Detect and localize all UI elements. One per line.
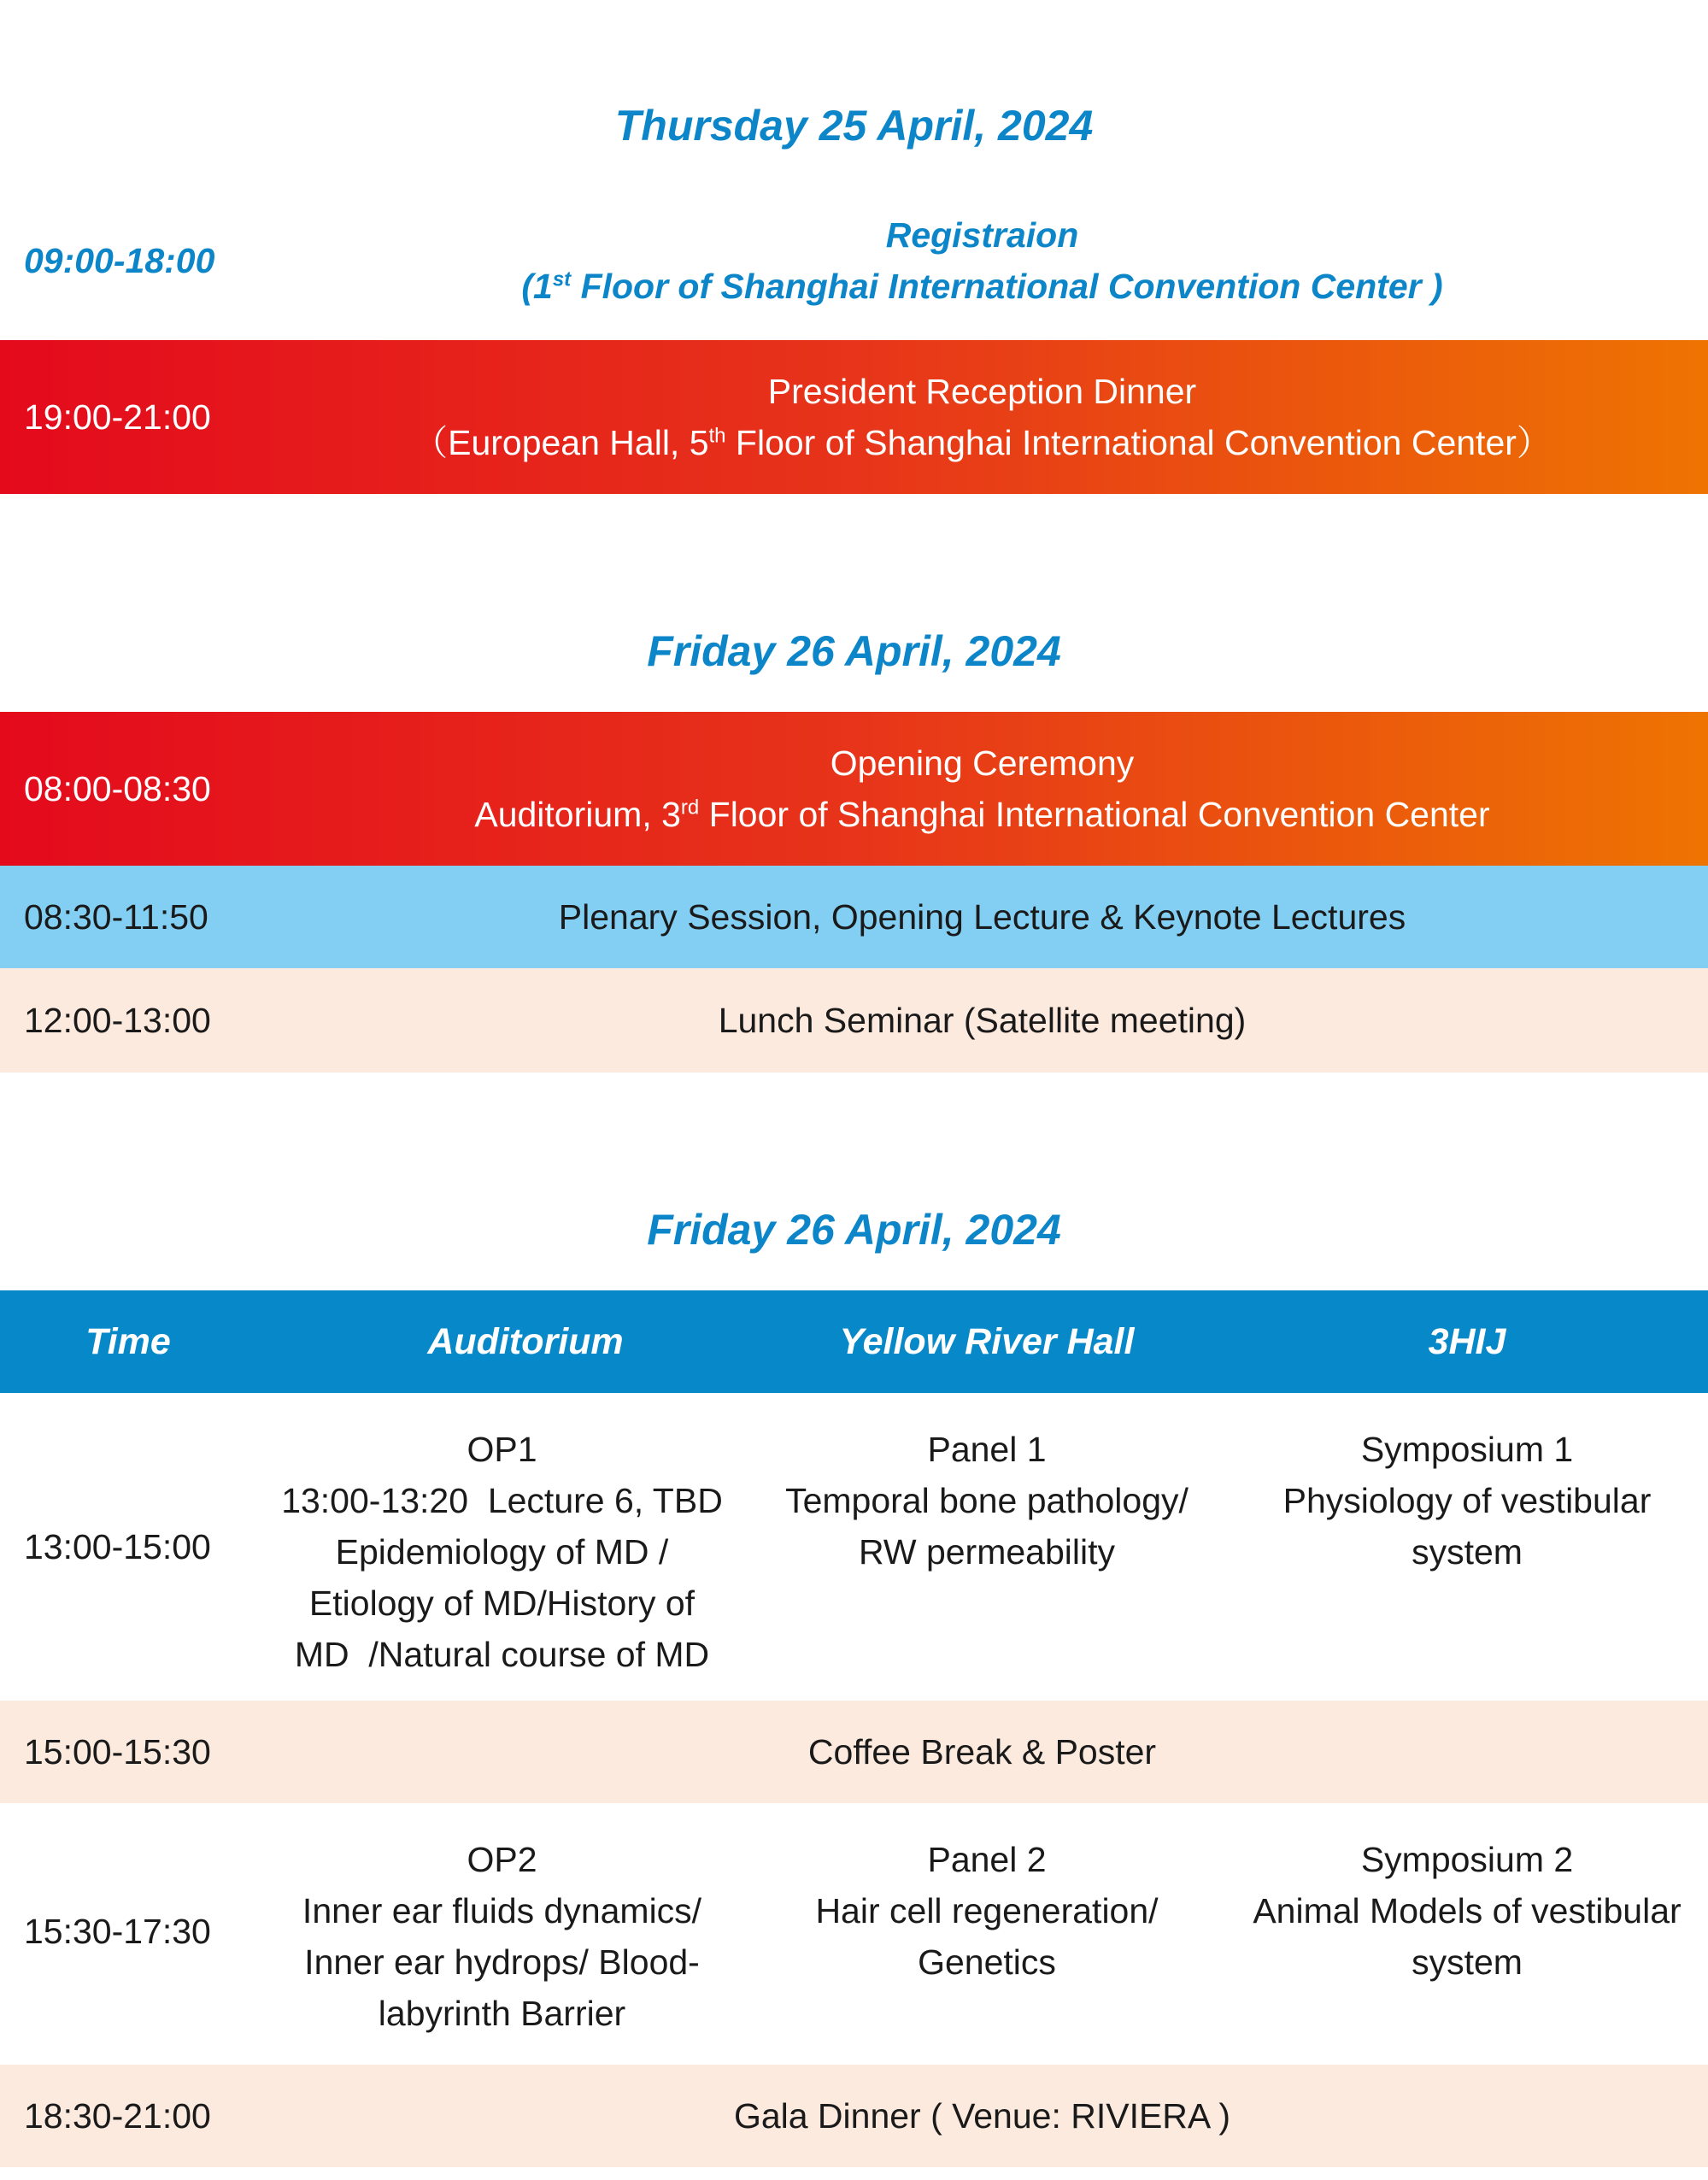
reception-dinner-time: 19:00-21:00 [24,397,211,437]
session2-time: 15:30-17:30 [24,1911,211,1951]
coffee-break-row [0,1701,1708,1803]
session1-auditorium [256,1393,748,1731]
session1-3hij-line: Symposium 1 [1360,1430,1574,1469]
session2-auditorium-line: Inner ear fluids dynamics/ [302,1891,702,1930]
gala-dinner-title: Gala Dinner ( Venue: RIVIERA ) [733,2095,1231,2136]
session1-yellow-river-line: Temporal bone pathology/ [785,1481,1189,1520]
session1-auditorium-line: Etiology of MD/History of [308,1584,696,1623]
opening-ceremony-venue-sup: rd [680,796,700,820]
day1-heading: Thursday 25 April, 2024 [614,102,1094,150]
session1-3hij [1226,1393,1708,1731]
session2-auditorium-line: OP2 [467,1840,537,1879]
session2-yellow-river-line: Hair cell regeneration/ [815,1891,1159,1930]
session2-row [0,1803,1708,2060]
registration-venue-sup: st [552,267,572,291]
session1-auditorium-line: Epidemiology of MD / [335,1532,669,1572]
plenary-time: 08:30-11:50 [24,896,208,937]
lunch-time: 12:00-13:00 [24,1000,211,1040]
opening-ceremony-details [256,712,1708,866]
opening-ceremony-venue [474,789,1489,840]
registration-venue [521,261,1442,312]
session1-auditorium-line: 13:00-13:20 Lecture 6, TBD [281,1481,723,1520]
coffee-break-time: 15:00-15:30 [24,1731,211,1772]
coffee-break-title: Coffee Break & Poster [807,1731,1157,1772]
registration-row [0,209,1708,312]
registration-time: 09:00-18:00 [24,240,215,280]
reception-dinner-venue-pre: （European Hall, 5 [413,423,709,462]
reception-dinner-venue-sup: th [708,424,726,448]
day2b-heading: Friday 26 April, 2024 [647,1206,1061,1254]
session2-3hij-line: system [1412,1942,1523,1982]
lunch-row [0,968,1708,1072]
reception-dinner-title: President Reception Dinner [767,372,1197,411]
plenary-title: Plenary Session, Opening Lecture & Keynote Lectures [558,897,1406,937]
day2a-heading: Friday 26 April, 2024 [647,627,1061,675]
session2-3hij-line: Symposium 2 [1360,1840,1574,1879]
session1-auditorium-line: OP1 [467,1430,537,1469]
header-auditorium: Auditorium [427,1320,624,1362]
opening-ceremony-venue-post: Floor of Shanghai International Convention Center [699,795,1490,834]
reception-dinner-row [0,340,1708,494]
registration-venue-post: Floor of Shanghai International Convention Center ) [571,267,1443,306]
session1-3hij-line: Physiology of vestibular [1282,1481,1652,1520]
registration-title: Registraion [885,215,1079,255]
plenary-row [0,866,1708,968]
schedule-table-header [0,1290,1708,1393]
session1-yellow-river-hall [748,1393,1226,1731]
session2-yellow-river-hall [748,1803,1226,2090]
session2-3hij-line: Animal Models of vestibular [1253,1891,1682,1930]
opening-ceremony-title: Opening Ceremony [830,743,1135,783]
opening-ceremony-time: 08:00-08:30 [24,768,211,808]
registration-venue-pre: (1 [521,267,553,306]
session1-row [0,1393,1708,1701]
header-yellow-river-hall: Yellow River Hall [839,1320,1135,1362]
session1-time: 13:00-15:00 [24,1526,211,1566]
session2-yellow-river-line: Genetics [918,1942,1056,1982]
session1-auditorium-line: MD /Natural course of MD [294,1635,710,1674]
session1-3hij-line: system [1412,1532,1523,1572]
lunch-title: Lunch Seminar (Satellite meeting) [718,1001,1247,1040]
reception-dinner-venue [413,417,1552,468]
registration-details [256,209,1708,312]
opening-ceremony-venue-pre: Auditorium, 3 [474,795,681,834]
session2-3hij [1226,1803,1708,2090]
reception-dinner-details [256,340,1708,494]
session2-yellow-river-line: Panel 2 [927,1840,1047,1879]
reception-dinner-venue-post: Floor of Shanghai International Convention Center） [725,423,1552,462]
session2-auditorium-line: labyrinth Barrier [378,1994,626,2033]
session1-yellow-river-line: Panel 1 [927,1430,1047,1469]
session2-auditorium [256,1803,748,2090]
opening-ceremony-row [0,712,1708,866]
session2-auditorium-line: Inner ear hydrops/ Blood- [304,1942,700,1982]
header-time: Time [85,1320,171,1362]
header-3hij: 3HIJ [1428,1320,1506,1362]
gala-dinner-time: 18:30-21:00 [24,2095,211,2136]
session1-yellow-river-line: RW permeability [859,1532,1115,1572]
gala-dinner-row [0,2065,1708,2167]
